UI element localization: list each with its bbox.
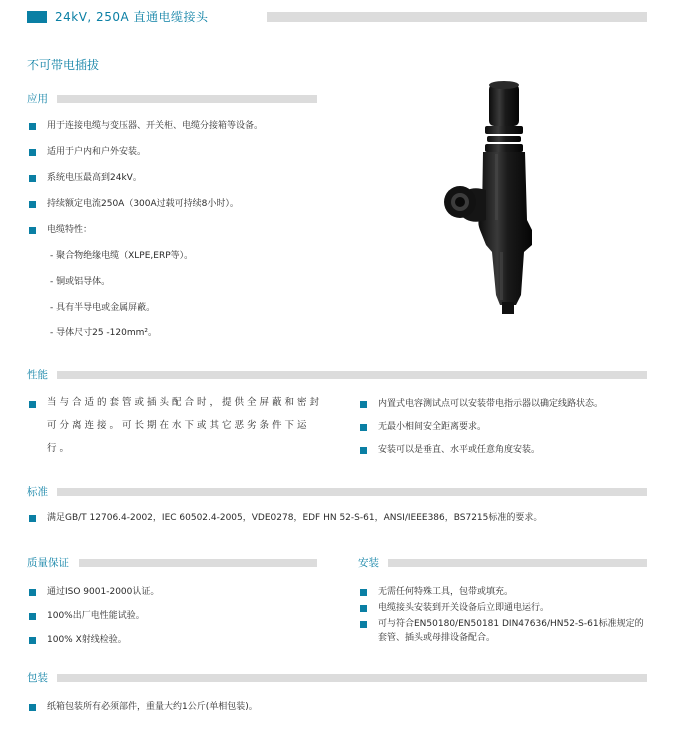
list-item: 满足GB/T 12706.4-2002，IEC 60502.4-2005，VDE0278，EDF HN 52-S-61，ANSI/IEEE386，BS7215标准的要求。 [47,513,543,523]
list-item: 系统电压最高到24kV。 [47,173,142,183]
bullet-square-icon [29,123,36,130]
list-item: 纸箱包装所有必须部件，重量大约1公斤(单相包装)。 [47,702,258,712]
section-divider [79,559,317,567]
section-packaging-header [27,671,647,685]
list-item: 可与符合EN50180/EN50181 DIN47636/HN52-S-61标准规定的套管、插头或母排设备配合。 [378,619,644,643]
bullet-square-icon [29,589,36,596]
sub-list-item: - 导体尺寸25 -120mm²。 [50,328,157,338]
list-item: 持续额定电流250A（300A过载可持续8小时）。 [47,199,239,209]
section-performance-header [27,368,647,382]
section-standards-header [27,485,647,499]
performance-left-text: 当与合适的套管或插头配合时，提供全屏蔽和密封可分离连接。可长期在水下或其它恶劣条件下运行。 [47,397,323,454]
bullet-square-icon [360,424,367,431]
list-item: 适用于户内和户外安装。 [47,147,147,157]
list-item: 电缆接头安装到开关设备后立即通电运行。 [378,603,550,613]
bullet-square-icon [29,227,36,234]
section-divider [388,559,647,567]
bullet-square-icon [29,201,36,208]
bullet-square-icon [29,613,36,620]
section-divider [57,674,647,682]
section-application-header [27,92,317,106]
page-subtitle: 不可带电插拔 [27,58,100,72]
list-item: 100% X射线检验。 [47,635,127,645]
bullet-square-icon [29,515,36,522]
section-label: 安装 [358,557,379,569]
bullet-square-icon [360,589,367,596]
section-label: 质量保证 [27,557,69,569]
bullet-square-icon [360,605,367,612]
bullet-square-icon [360,447,367,454]
list-item: 100%出厂电性能试验。 [47,611,145,621]
bullet-square-icon [29,149,36,156]
cable-connector-image [428,80,548,315]
bullet-square-icon [29,637,36,644]
bullet-square-icon [360,401,367,408]
list-item: 用于连接电缆与变压器、开关柜、电缆分接箱等设备。 [47,121,264,131]
header-accent-block [27,11,47,23]
section-divider [57,95,317,103]
list-item: 通过ISO 9001-2000认证。 [47,587,160,597]
list-item: 电缆特性： [47,225,93,235]
section-label: 标准 [27,486,48,498]
section-installation-header [358,556,647,570]
sub-list-item: - 聚合物绝缘电缆（XLPE,ERP等）。 [50,251,194,261]
header-divider [267,12,647,22]
bullet-square-icon [29,704,36,711]
list-item: 内置式电容测试点可以安装带电指示器以确定线路状态。 [378,399,604,409]
sub-list-item: - 具有半导电或金属屏蔽。 [50,303,156,313]
section-label: 应用 [27,93,48,105]
list-item: 安装可以是垂直、水平或任意角度安装。 [378,445,541,455]
section-label: 包装 [27,672,48,684]
header-bar [27,8,647,26]
list-item: 无需任何特殊工具，包带或填充。 [378,587,514,597]
section-divider [57,488,647,496]
section-divider [57,371,647,379]
section-label: 性能 [27,369,48,381]
section-quality-header [27,556,317,570]
bullet-square-icon [360,621,367,628]
sub-list-item: - 铜或铝导体。 [50,277,111,287]
list-item: 无最小相间安全距离要求。 [378,422,487,432]
bullet-square-icon [29,401,36,408]
page-title: 24kV, 250A 直通电缆接头 [55,10,209,24]
bullet-square-icon [29,175,36,182]
